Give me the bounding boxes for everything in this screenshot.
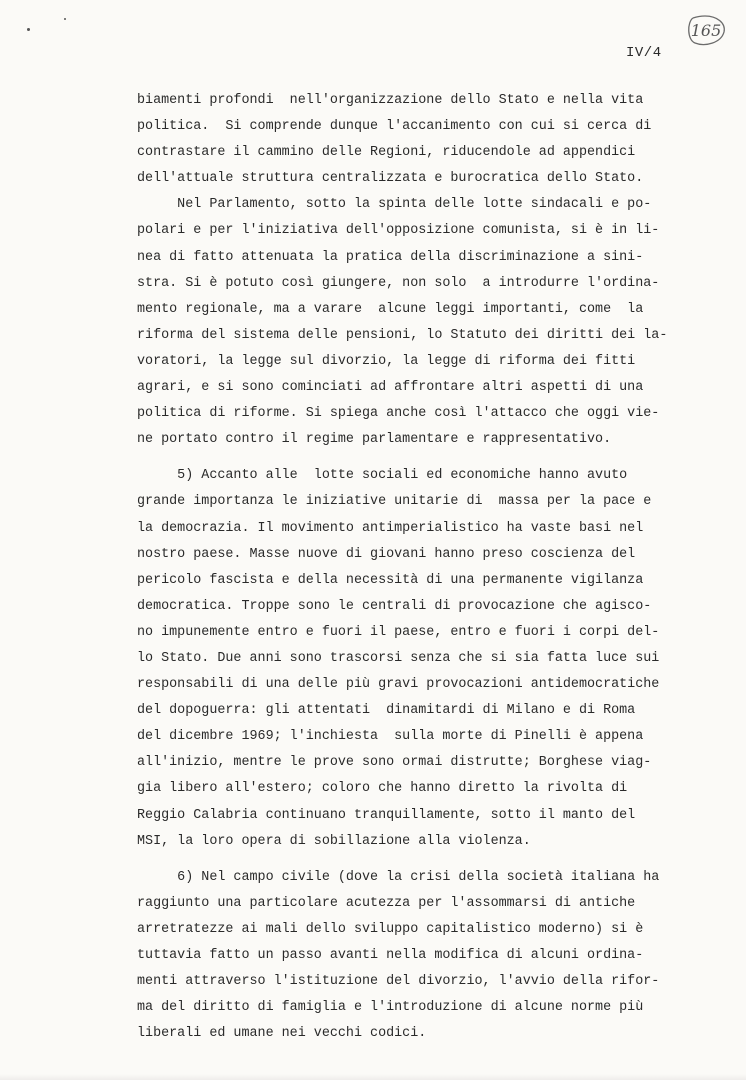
text-line: menti attraverso l'istituzione del divorzio, l'avvio della rifor- [137,974,660,990]
page-edge-shadow [0,1074,746,1080]
text-line: responsabili di una delle più gravi provocazioni antidemocratiche [137,677,660,693]
text-line: Nel Parlamento, sotto la spinta delle lotte sindacali e po- [137,197,652,213]
body-text [137,88,727,1047]
text-line: voratori, la legge sul divorzio, la legge di riforma dei fitti [137,353,636,369]
text-line: gia libero all'estero; coloro che hanno diretto la rivolta di [137,781,628,797]
text-line: raggiunto una particolare acutezza per l'assommarsi di antiche [137,895,636,911]
page-reference: IV/4 [626,45,662,61]
text-line: 6) Nel campo civile (dove la crisi della società italiana ha [137,869,660,885]
text-line: tuttavia fatto un passo avanti nella modifica di alcuni ordina- [137,948,644,963]
paragraph-1 [137,88,727,192]
text-line: politica di riforme. Si spiega anche così l'attacco che oggi vie- [137,406,660,422]
text-line: agrari, e si sono cominciati ad affrontare altri aspetti di una [137,380,644,396]
scan-speck [27,28,30,31]
text-line: nea di fatto attenuata la pratica della discriminazione a sini- [137,249,644,265]
text-line: pericolo fascista e della necessità di una permanente vigilanza [137,572,644,588]
text-line: no impunemente entro e fuori il paese, entro e fuori i corpi del- [137,624,660,640]
text-line: lo Stato. Due anni sono trascorsi senza che si sia fatta luce sui [137,650,660,666]
text-line: grande importanza le iniziative unitarie di massa per la pace e [137,494,652,510]
handwritten-folio-number [683,12,727,48]
text-line: mento regionale, ma a varare alcune leggi importanti, come la [137,301,644,317]
text-line: polari e per l'iniziativa dell'opposizione comunista, si è in li- [137,223,660,239]
text-line: ne portato contro il regime parlamentare e rappresentativo. [137,432,612,448]
text-line: arretratezze ai mali dello sviluppo capitalistico moderno) si è [137,921,644,937]
text-line: nostro paese. Masse nuove di giovani hanno preso coscienza del [137,546,636,562]
text-line: democratica. Troppe sono le centrali di provocazione che agisco- [137,598,652,614]
paragraph-2 [137,192,727,453]
text-line: MSI, la loro opera di sobillazione alla violenza. [137,833,531,849]
text-line: politica. Si comprende dunque l'accanimento con cui si cerca di [137,119,652,135]
text-line: del dopoguerra: gli attentati dinamitardi di Milano e di Roma [137,703,636,719]
folio-number-text: 165 [690,21,722,40]
text-line: contrastare il cammino delle Regioni, riducendole ad appendici [137,145,636,161]
text-line: dell'attuale struttura centralizzata e burocratica dello Stato. [137,171,644,187]
paragraph-4 [137,865,727,1048]
text-line: biamenti profondi nell'organizzazione dello Stato e nella vita [137,93,644,108]
paragraph-3 [137,463,727,854]
text-line: all'inizio, mentre le prove sono ormai distrutte; Borghese viag- [137,755,652,771]
scan-speck [64,18,66,20]
text-line: ma del diritto di famiglia e l'introduzione di alcune norme più [137,1000,644,1016]
text-line: 5) Accanto alle lotte sociali ed economiche hanno avuto [137,468,628,484]
text-line: del dicembre 1969; l'inchiesta sulla morte di Pinelli è appena [137,729,644,745]
text-line: Reggio Calabria continuano tranquillamente, sotto il manto del [137,807,636,823]
text-line: liberali ed umane nei vecchi codici. [137,1026,427,1042]
text-line: la democrazia. Il movimento antimperialistico ha vaste basi nel [137,520,644,536]
text-line: riforma del sistema delle pensioni, lo Statuto dei diritti dei la- [137,327,668,343]
text-line: stra. Si è potuto così giungere, non solo a introdurre l'ordina- [137,275,660,291]
